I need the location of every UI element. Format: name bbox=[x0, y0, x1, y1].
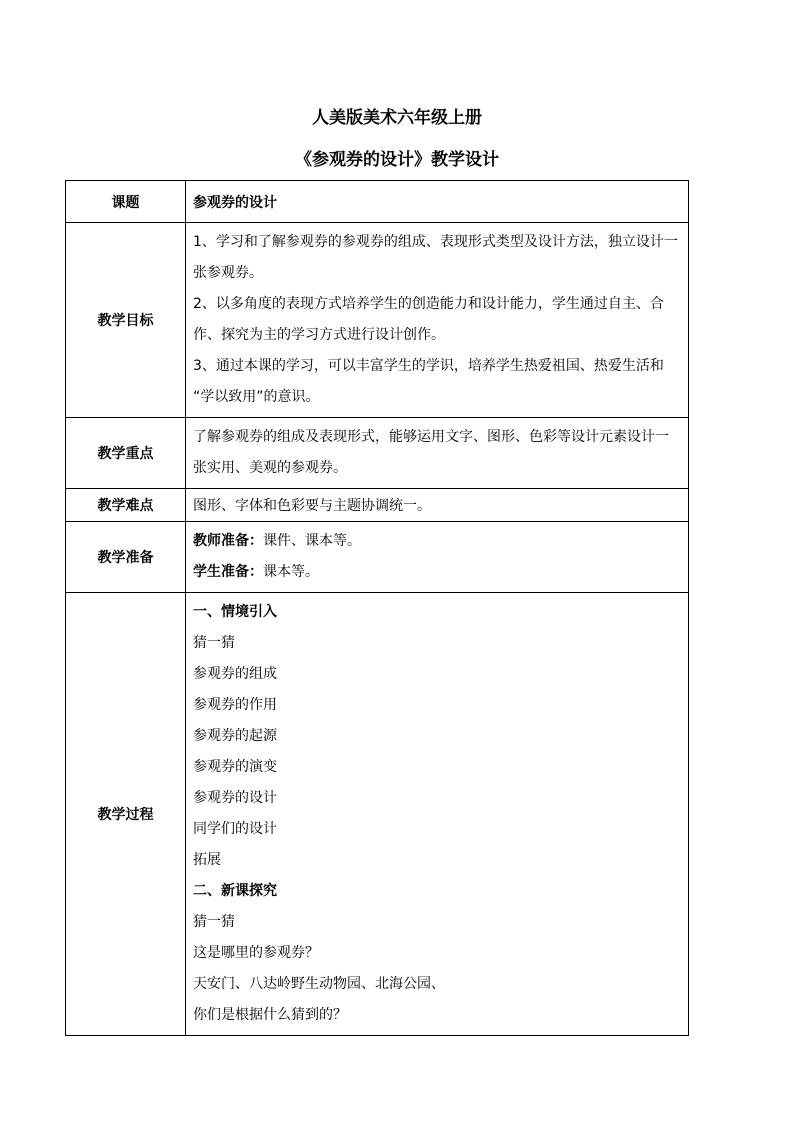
process-item: 参观券的演变 bbox=[193, 759, 277, 775]
document-subtitle: 《参观券的设计》教学设计 bbox=[295, 150, 499, 170]
row-topic bbox=[66, 181, 689, 223]
row-preparation bbox=[66, 522, 689, 593]
document-title: 人美版美术六年级上册 bbox=[312, 108, 482, 128]
key-points-text: 了解参观券的组成及表现形式，能够运用文字、图形、色彩等设计元素设计一张实用、美观的参观券。 bbox=[193, 429, 669, 476]
section-heading: 二、新课探究 bbox=[193, 883, 277, 899]
topic-label: 课题 bbox=[66, 181, 186, 223]
row-difficulties bbox=[66, 489, 689, 522]
objectives-content bbox=[186, 223, 689, 418]
teacher-prep-line bbox=[193, 526, 682, 557]
process-item: 同学们的设计 bbox=[193, 821, 277, 837]
preparation-content bbox=[186, 522, 689, 593]
key-points-content bbox=[186, 418, 689, 489]
objective-item: 1、学习和了解参观券的参观券的组成、表现形式类型及设计方法，独立设计一张参观券。 bbox=[193, 234, 678, 281]
process-item: 参观券的设计 bbox=[193, 790, 277, 806]
process-item: 你们是根据什么猜到的？ bbox=[193, 1007, 347, 1023]
row-objectives bbox=[66, 223, 689, 418]
process-item: 拓展 bbox=[193, 852, 221, 868]
process-item: 参观券的作用 bbox=[193, 697, 277, 713]
difficulties-content bbox=[186, 489, 689, 522]
objective-item: 2、以多角度的表现方式培养学生的创造能力和设计能力，学生通过自主、合作、探究为主的学习方式进行设计创作。 bbox=[193, 296, 664, 343]
key-points-label: 教学重点 bbox=[66, 418, 186, 489]
process-item: 参观券的组成 bbox=[193, 666, 277, 682]
process-item: 猜一猜 bbox=[193, 635, 235, 651]
process-label: 教学过程 bbox=[66, 593, 186, 1036]
student-prep-label: 学生准备： bbox=[193, 564, 263, 580]
topic-value bbox=[186, 181, 689, 223]
process-item: 天安门、八达岭野生动物园、北海公园、 bbox=[193, 976, 445, 992]
process-item: 参观券的起源 bbox=[193, 728, 277, 744]
lesson-plan-table bbox=[65, 180, 689, 1036]
student-prep-value: 课本等。 bbox=[263, 564, 319, 580]
teacher-prep-value: 课件、课本等。 bbox=[263, 533, 361, 549]
difficulties-text: 图形、字体和色彩要与主题协调统一。 bbox=[193, 498, 431, 514]
process-item: 猜一猜 bbox=[193, 914, 235, 930]
process-item: 这是哪里的参观券？ bbox=[193, 945, 319, 961]
row-key-points bbox=[66, 418, 689, 489]
row-process bbox=[66, 593, 689, 1036]
objectives-label: 教学目标 bbox=[66, 223, 186, 418]
topic-text: 参观券的设计 bbox=[193, 194, 277, 211]
section-heading: 一、情境引入 bbox=[193, 604, 277, 620]
objective-item: 3、通过本课的学习，可以丰富学生的学识，培养学生热爱祖国、热爱生活和 “学以致用”的意识。 bbox=[193, 358, 664, 405]
teacher-prep-label: 教师准备： bbox=[193, 533, 263, 549]
student-prep-line bbox=[193, 557, 682, 588]
process-content bbox=[186, 593, 689, 1036]
preparation-label: 教学准备 bbox=[66, 522, 186, 593]
difficulties-label: 教学难点 bbox=[66, 489, 186, 522]
